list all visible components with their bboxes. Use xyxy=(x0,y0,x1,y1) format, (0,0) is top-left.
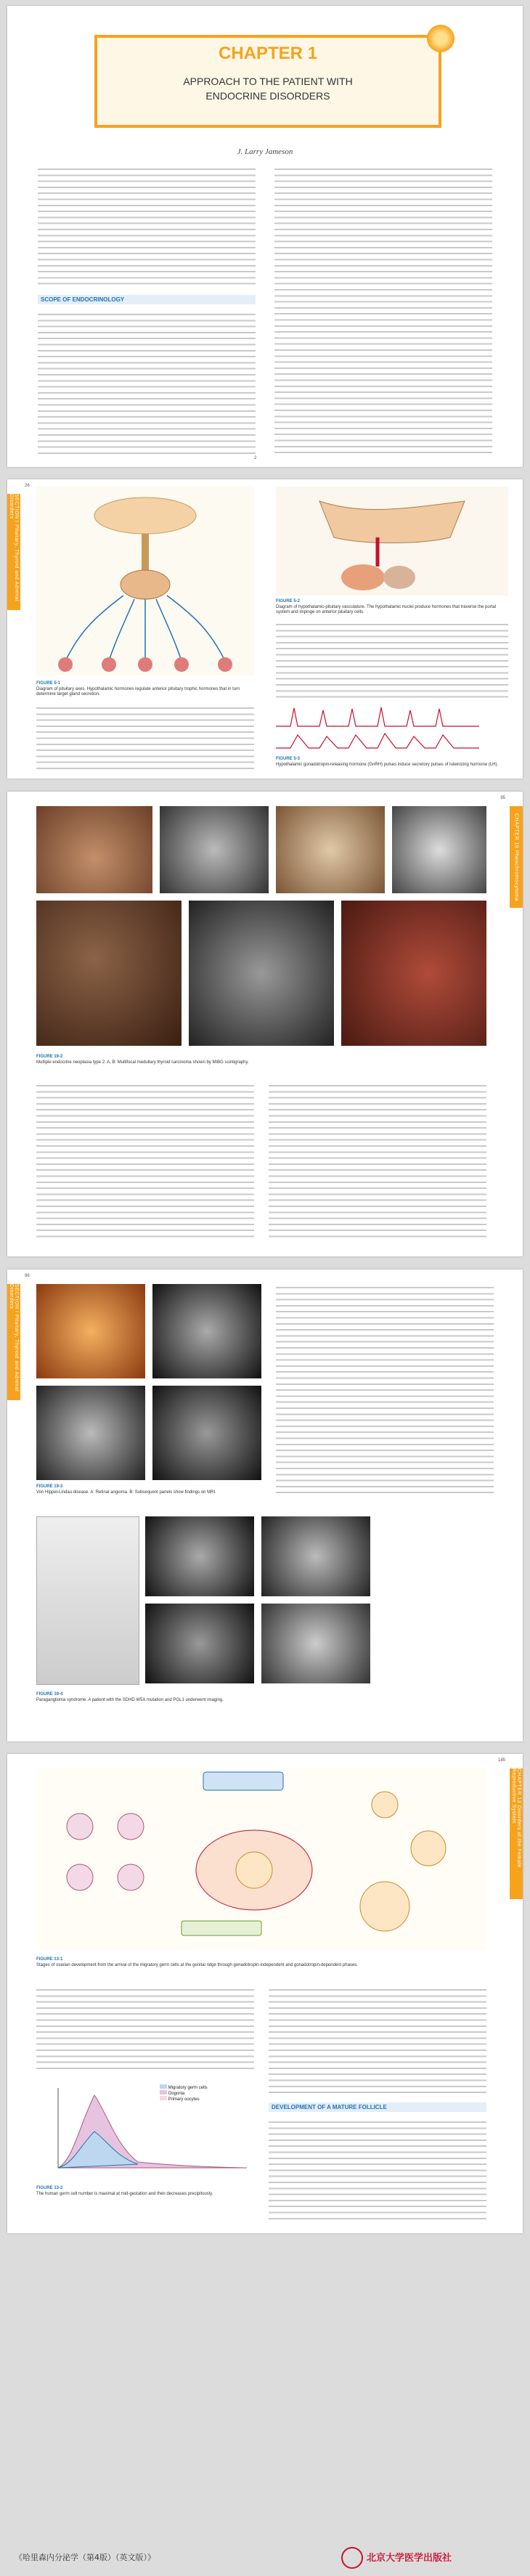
figure-caption-b: FIGURE 13-2 The human germ cell number is maximal at mid-gestation and then decreases precipitously. xyxy=(36,2186,213,2196)
publisher-logo-icon xyxy=(341,2547,363,2569)
figure-image-mri-3 xyxy=(152,1386,261,1480)
page-number: 95 xyxy=(500,796,505,800)
page-pituitary-figures xyxy=(7,479,523,779)
figure-caption: FIGURE 19-2 Multiple endocrine neoplasia type 2. A, B: Multifocal medullary thyroid carcinoma shown by MIBG scintigraphy. xyxy=(36,1055,249,1065)
figure-caption-a: FIGURE 19-3 Von Hippel-Lindau disease. A: Retinal angioma. B: Subsequent panels show findings on MRI. xyxy=(36,1484,216,1495)
figure-image-mri-1 xyxy=(152,1284,261,1378)
figure-image-c xyxy=(276,806,385,893)
chapter-title-line2: ENDOCRINE DISORDERS xyxy=(205,90,330,102)
figure-image-mri-2 xyxy=(36,1386,145,1480)
figure-image-d xyxy=(392,806,486,893)
figure-caption-b: FIGURE 5-2 Diagram of hypothalamic-pituitary vasculature. The hypothalamic nuclei produce hormones that traverse the portal system and impinge on anterior pituitary cells. xyxy=(276,599,497,615)
section-tab: CHAPTER 19 Pheochromocytoma xyxy=(510,806,523,908)
figure-caption-a: FIGURE 5-1 Diagram of pituitary axes. Hypothalamic hormones regulate anterior pituitary trophic hormones that in turn determine target gland secretion. xyxy=(36,681,240,697)
chapter-author: J. Larry Jameson xyxy=(237,147,293,156)
text-column-right xyxy=(269,1082,486,1242)
figure-image-e xyxy=(36,901,182,1046)
figure-image-ct-2 xyxy=(261,1516,370,1596)
page-ovarian-development xyxy=(7,1754,523,2233)
figure-image-pet xyxy=(36,1516,139,1685)
text-column-left xyxy=(38,166,256,289)
page-chapter-opener xyxy=(7,6,523,467)
text-column-left xyxy=(36,704,254,770)
ovarian-development-diagram xyxy=(36,1768,486,1950)
gnrh-lh-pulse-chart xyxy=(276,704,508,755)
text-column-right xyxy=(276,621,508,701)
section-tab: SECTION I Pituitary, Thyroid and Adrenal Disorders xyxy=(7,1284,20,1400)
text-column-right xyxy=(276,1284,494,1495)
footer-left-text: 《哈里森内分泌学（第4版）（英文版）》 xyxy=(15,2553,155,2562)
text-column-right xyxy=(269,1986,486,2095)
text-column-left xyxy=(36,1986,254,2073)
figure-image-b xyxy=(160,806,269,893)
figure-caption-a: FIGURE 13-1 Stages of ovarian development from the arrival of the migratory germ cells at the genital ridge through gonadotropin-independent and gonadotropin-dependent phases. xyxy=(36,1957,358,1967)
section-tab: SECTION I Pituitary, Thyroid and Adrenal Disorders xyxy=(7,494,20,610)
page-pheochromocytoma xyxy=(7,792,523,1256)
page-number: 96 xyxy=(25,1274,30,1278)
text-column-left-2 xyxy=(38,311,256,456)
figure-caption-c: FIGURE 5-3 Hypothalamic gonadotropin-releasing hormone (GnRH) pulses induce secretory pulses of luteinizing hormone (LH). xyxy=(276,757,499,767)
figure-caption-b: FIGURE 19-4 Paraganglioma syndrome. A patient with the SDHD W5X mutation and PGL1 underwent imaging. xyxy=(36,1692,224,1702)
section-tab: CHAPTER 13 Disorders of the Female Reproductive System xyxy=(510,1768,523,1899)
chapter-banner xyxy=(94,35,441,128)
section-heading: SCOPE OF ENDOCRINOLOGY xyxy=(38,295,256,304)
figure-image-f xyxy=(189,901,334,1046)
pituitary-axes-diagram xyxy=(36,487,254,675)
footer-bar xyxy=(0,2538,530,2576)
figure-image-ct-1 xyxy=(145,1516,254,1596)
chapter-label: CHAPTER 1 xyxy=(218,44,318,63)
section-heading: DEVELOPMENT OF A MATURE FOLLICLE xyxy=(269,2102,486,2112)
sun-icon xyxy=(427,25,454,52)
figure-image-a xyxy=(36,806,152,893)
chart-legend: Migratory germ cells Oogonia Primary oocytes xyxy=(160,2084,254,2102)
text-column-right xyxy=(274,166,492,456)
text-column-right-2 xyxy=(269,2118,486,2220)
hypothalamic-pituitary-vasculature xyxy=(276,487,508,596)
footer-right-text: 北京大学医学出版社 xyxy=(367,2553,452,2564)
page-vhl-paraganglioma xyxy=(7,1269,523,1742)
page-number: 26 xyxy=(25,484,30,488)
figure-image-g xyxy=(341,901,486,1046)
figure-image-ct-4 xyxy=(261,1604,370,1683)
page-number: 2 xyxy=(254,456,257,460)
text-column-left xyxy=(36,1082,254,1242)
figure-image-retina xyxy=(36,1284,145,1378)
figure-image-ct-3 xyxy=(145,1604,254,1683)
chapter-title-line1: APPROACH TO THE PATIENT WITH xyxy=(183,76,353,87)
page-number: 185 xyxy=(497,1758,505,1763)
